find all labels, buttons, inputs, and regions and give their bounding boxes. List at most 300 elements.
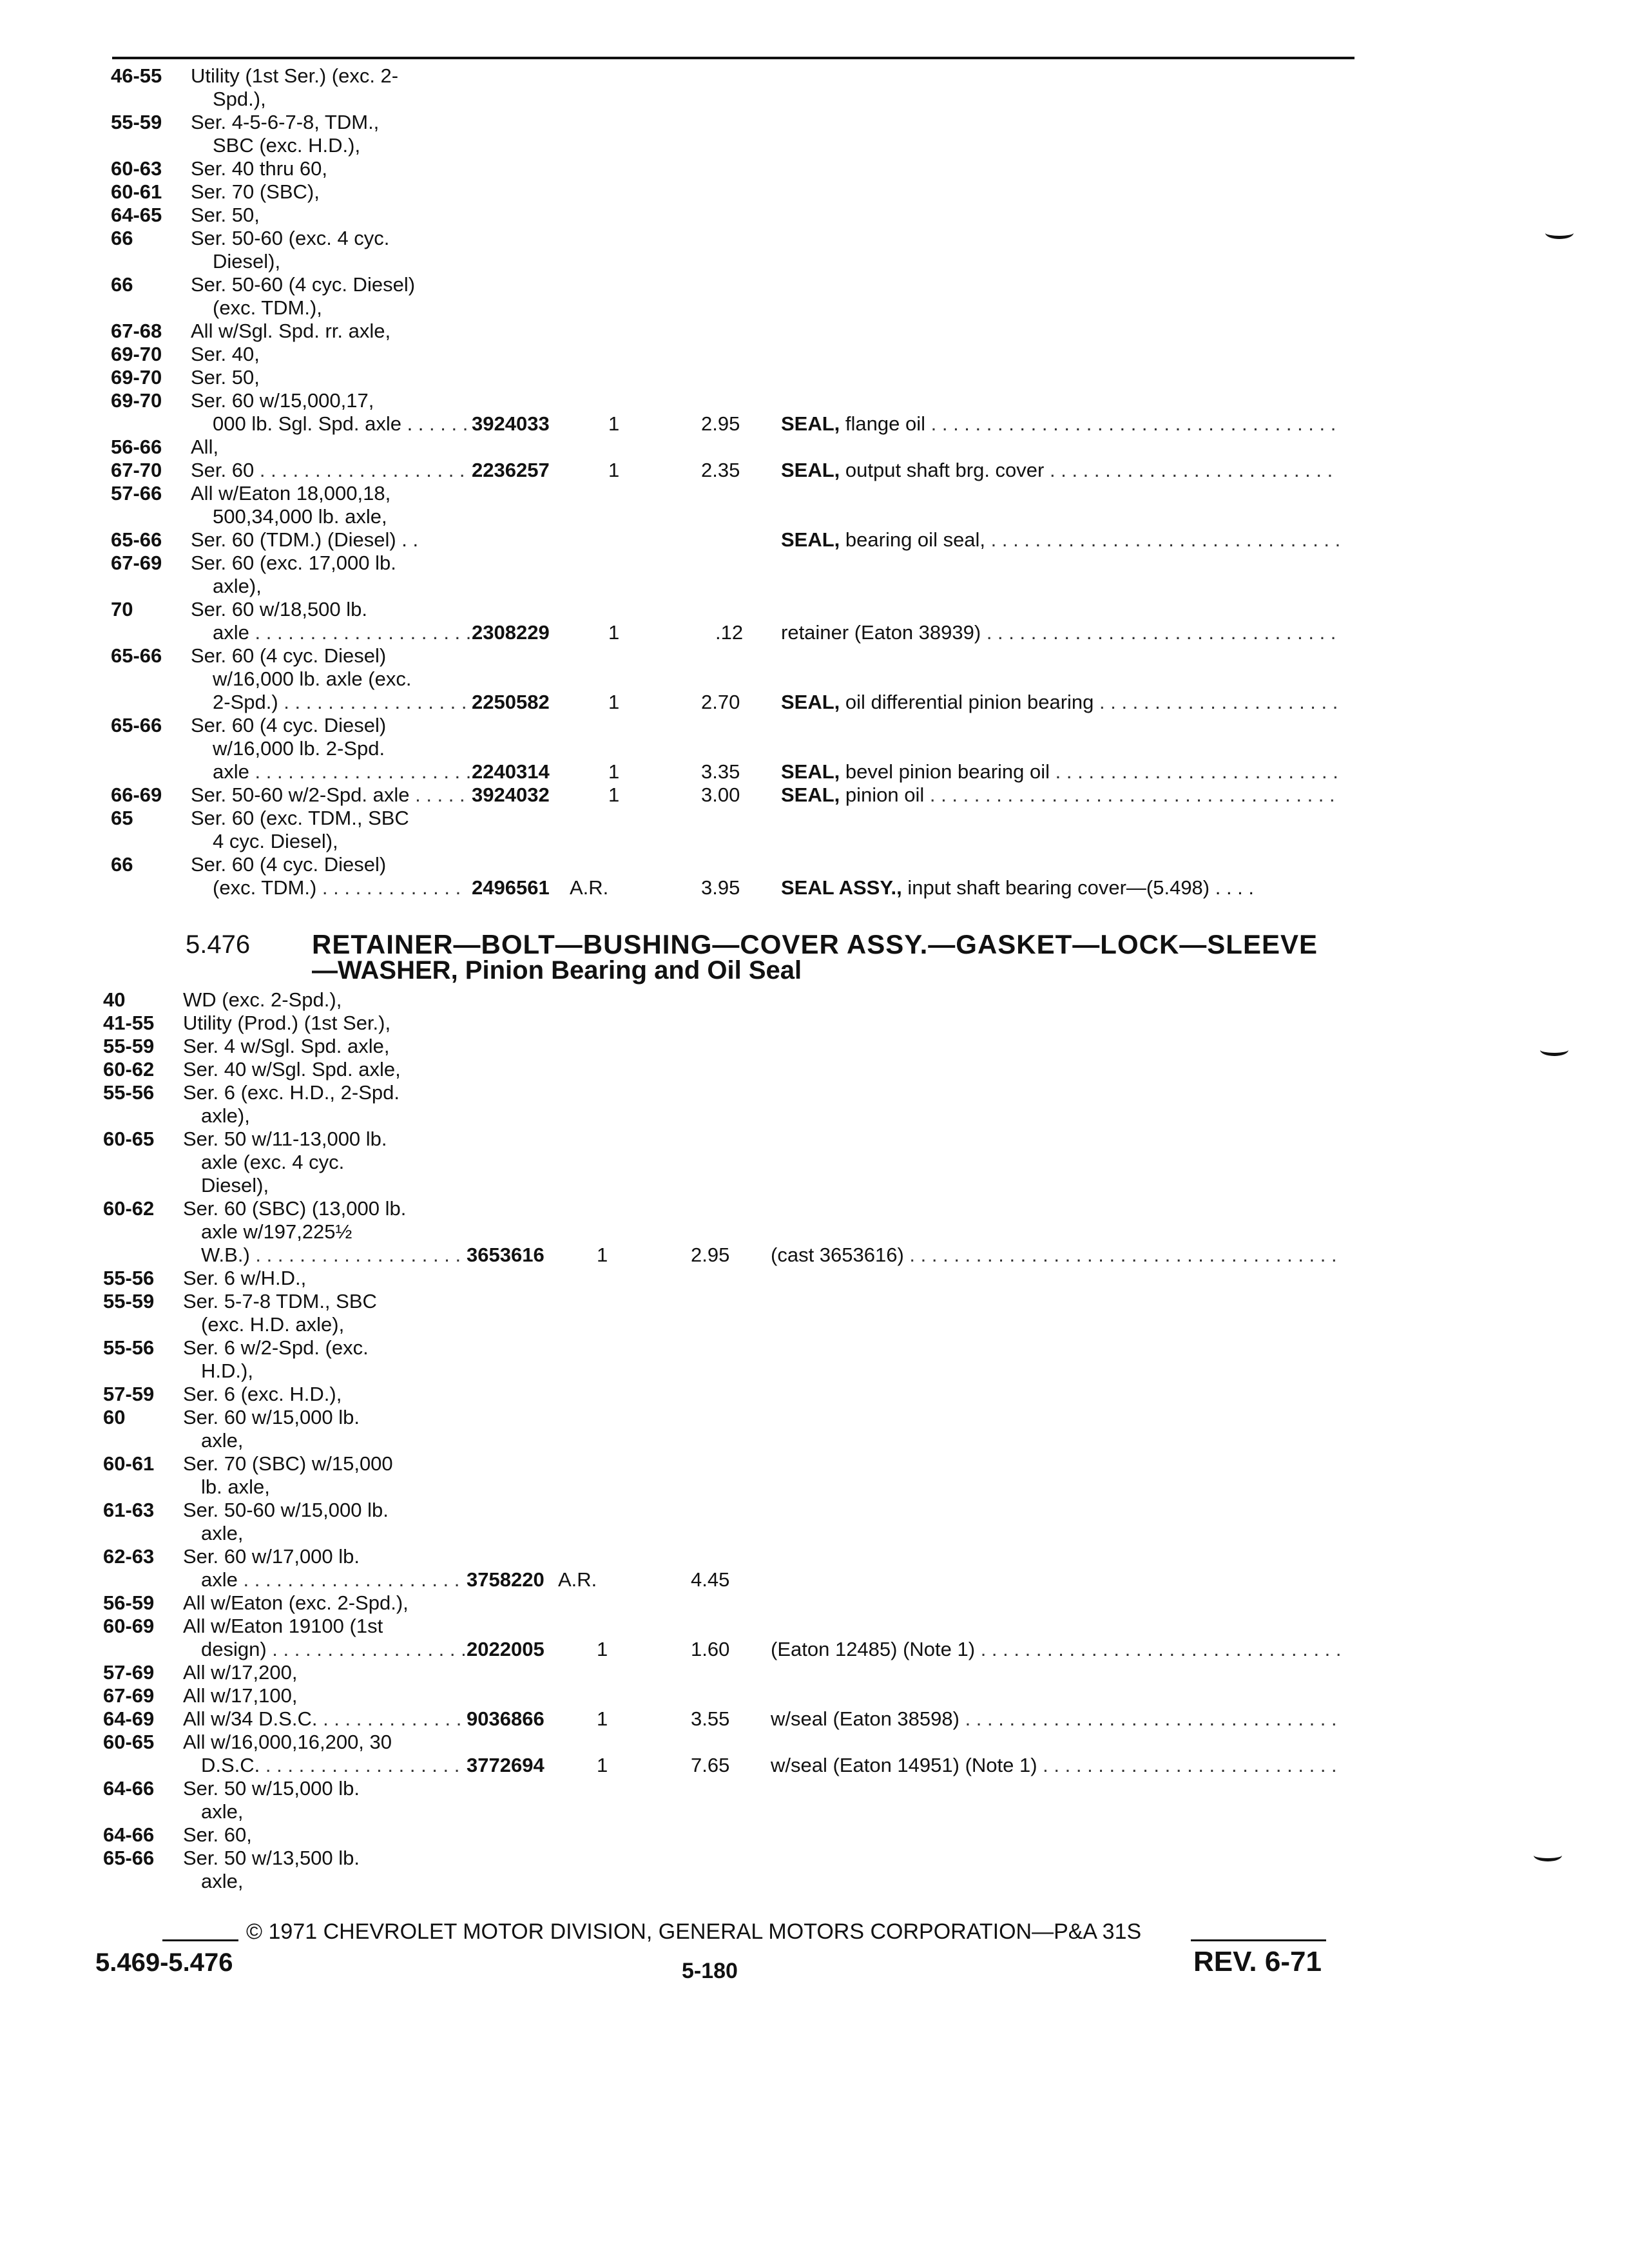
leader-dots: . . . . . . . . . . . . . . . . . . . . . . . . . . . . . . . . . . . . . . . xyxy=(903,1244,1337,1266)
application-description xyxy=(191,111,379,134)
parts-row xyxy=(0,1731,1629,1754)
quantity: 1 xyxy=(597,1638,608,1660)
part-name-keyword: SEAL, xyxy=(781,459,840,481)
application-text: axle w/197,225½ xyxy=(201,1220,352,1243)
part-name-text: w/seal (Eaton 14951) (Note 1) xyxy=(771,1754,1037,1776)
application-text: Ser. 60 (exc. 17,000 lb. xyxy=(191,552,396,574)
application-description xyxy=(213,250,280,273)
part-name-keyword: SEAL, xyxy=(781,691,840,713)
application-description xyxy=(183,1545,360,1568)
parts-row xyxy=(0,1452,1629,1475)
parts-row xyxy=(0,343,1629,366)
footer-rule-left xyxy=(162,1939,238,1941)
application-text: axle xyxy=(201,1568,238,1591)
application-description xyxy=(191,552,396,575)
parts-row xyxy=(0,250,1629,273)
part-name-text: (Eaton 12485) (Note 1) xyxy=(771,1638,976,1660)
model-years: 60-61 xyxy=(103,1452,155,1475)
part-name-text: flange oil xyxy=(840,412,926,435)
application-description xyxy=(183,1777,360,1800)
parts-row xyxy=(0,644,1629,668)
application-description xyxy=(213,691,467,714)
application-description xyxy=(183,1684,298,1707)
parts-row xyxy=(0,134,1629,157)
application-text: All w/Eaton (exc. 2-Spd.), xyxy=(183,1591,409,1614)
quantity: 1 xyxy=(608,459,620,481)
price: 2.35 xyxy=(701,459,740,481)
parts-row xyxy=(0,807,1629,830)
model-years: 64-66 xyxy=(103,1777,155,1800)
application-text: Ser. 50, xyxy=(191,204,260,226)
application-description xyxy=(201,1313,344,1336)
parts-row xyxy=(0,1406,1629,1429)
application-description xyxy=(183,1290,377,1313)
application-description xyxy=(201,1800,243,1823)
application-text: Ser. 50-60 w/15,000 lb. xyxy=(183,1499,389,1521)
application-text: D.S.C. xyxy=(201,1754,260,1776)
quantity: 1 xyxy=(608,691,620,713)
part-name-text: pinion oil xyxy=(840,783,925,806)
application-text: axle), xyxy=(213,575,262,597)
model-years: 65-66 xyxy=(111,528,162,551)
application-text: 000 lb. Sgl. Spd. axle . . xyxy=(213,412,424,435)
application-text: Diesel), xyxy=(213,250,281,273)
parts-row xyxy=(0,1012,1629,1035)
application-description xyxy=(191,482,390,505)
parts-list-seals xyxy=(0,64,1629,899)
parts-row xyxy=(0,1847,1629,1870)
application-text: design) xyxy=(201,1638,267,1660)
parts-row xyxy=(0,760,1629,783)
application-description xyxy=(213,296,322,320)
part-number: 9036866 xyxy=(467,1707,545,1730)
application-text: SBC (exc. H.D.), xyxy=(213,134,361,157)
model-years: 55-56 xyxy=(103,1267,155,1289)
application-text: axle), xyxy=(201,1104,250,1127)
application-text: Ser. 60 (4 cyc. Diesel) xyxy=(191,714,387,736)
application-text: w/16,000 lb. axle (exc. xyxy=(213,668,412,690)
leader-dots: . . . . . . . . . . . . . . . . . . . . . . . . . . . . . . . . xyxy=(985,528,1341,551)
application-text: 2-Spd.) xyxy=(213,691,278,713)
application-description xyxy=(213,830,338,853)
leader-dots: . . . . . . . . . . . . . . . . . . . . . . . . . . xyxy=(1044,459,1333,481)
application-description xyxy=(201,1151,344,1174)
quantity: 1 xyxy=(608,621,620,644)
application-description xyxy=(201,1638,467,1661)
top-rule xyxy=(112,57,1354,59)
application-text: Ser. 50 w/11-13,000 lb. xyxy=(183,1128,387,1150)
application-text: Ser. 60 w/15,000,17, xyxy=(191,389,374,412)
parts-row xyxy=(0,598,1629,621)
application-description xyxy=(191,459,465,482)
part-number: 3772694 xyxy=(467,1754,545,1776)
parts-row xyxy=(0,88,1629,111)
parts-row xyxy=(0,157,1629,180)
parts-row xyxy=(0,1475,1629,1499)
price: 1.60 xyxy=(691,1638,730,1660)
leader-dots: . . . . . . . . . . . . . . . . . . xyxy=(266,1638,467,1660)
quantity: 1 xyxy=(608,760,620,783)
application-description xyxy=(183,1823,252,1847)
application-description xyxy=(191,343,260,366)
parts-row xyxy=(0,180,1629,204)
application-description xyxy=(213,412,468,436)
application-text: Ser. 6 (exc. H.D.), xyxy=(183,1383,342,1405)
parts-row xyxy=(0,1081,1629,1104)
application-description xyxy=(213,621,471,644)
application-description xyxy=(183,988,342,1012)
leader-dots: . . . . . . . . . . . . . . . . . . . xyxy=(249,1244,461,1266)
application-text: Ser. 70 (SBC) w/15,000 xyxy=(183,1452,393,1475)
section-number: 5.476 xyxy=(186,930,251,959)
application-description xyxy=(213,575,262,598)
parts-row xyxy=(0,1313,1629,1336)
parts-row xyxy=(0,528,1629,552)
application-text: w/16,000 lb. 2-Spd. xyxy=(213,737,385,760)
application-description xyxy=(191,157,327,180)
application-description xyxy=(183,1731,392,1754)
part-name xyxy=(781,621,1336,644)
application-text: axle, xyxy=(201,1800,244,1823)
parts-row xyxy=(0,1035,1629,1058)
quantity: 1 xyxy=(608,783,620,806)
application-text: H.D.), xyxy=(201,1360,253,1382)
application-text: Ser. 4 w/Sgl. Spd. axle, xyxy=(183,1035,390,1057)
parts-row xyxy=(0,1522,1629,1545)
model-years: 66 xyxy=(111,273,133,296)
application-text: (exc. TDM.) xyxy=(213,876,317,899)
application-text: Ser. 50-60 w/2-Spd. axle xyxy=(191,783,410,806)
model-years: 70 xyxy=(111,598,133,620)
application-text: W.B.) xyxy=(201,1244,250,1266)
application-description xyxy=(191,853,386,876)
leader-dots: . . . . . . . . . . . . . . . . . . . . . . . . . . . . . . . . . . xyxy=(959,1707,1337,1730)
leader-dots: . . . . xyxy=(423,412,468,435)
application-text: Ser. 50 w/15,000 lb. xyxy=(183,1777,360,1800)
quantity: 1 xyxy=(597,1754,608,1776)
application-description xyxy=(213,88,266,111)
model-years: 69-70 xyxy=(111,389,162,412)
parts-row xyxy=(0,1151,1629,1174)
application-description xyxy=(183,1406,360,1429)
application-text: axle xyxy=(213,621,249,644)
application-text: Utility (1st Ser.) (exc. 2- xyxy=(191,64,399,87)
model-years: 55-59 xyxy=(103,1035,155,1057)
price: .12 xyxy=(715,621,744,644)
application-text: All w/34 D.S.C. xyxy=(183,1707,318,1730)
quantity: 1 xyxy=(608,412,620,435)
application-text: All w/16,000,16,200, 30 xyxy=(183,1731,392,1753)
application-description xyxy=(213,737,385,760)
model-years: 69-70 xyxy=(111,343,162,365)
application-description xyxy=(201,1360,253,1383)
model-years: 66 xyxy=(111,227,133,249)
parts-row xyxy=(0,988,1629,1012)
model-years: 65-66 xyxy=(111,714,162,736)
model-years: 67-70 xyxy=(111,459,162,481)
application-description xyxy=(183,1336,369,1360)
model-years: 67-68 xyxy=(111,320,162,342)
application-description xyxy=(191,389,374,412)
application-text: Ser. 60 xyxy=(191,459,255,481)
parts-row xyxy=(0,1777,1629,1800)
leader-dots: . . . . . . . . . . . . . . . . . . . . xyxy=(249,760,472,783)
application-text: (exc. H.D. axle), xyxy=(201,1313,345,1336)
leader-dots: . . . . . . . . . . . . . . . . . . xyxy=(260,1754,460,1776)
application-text: Ser. 40 w/Sgl. Spd. axle, xyxy=(183,1058,401,1081)
application-description xyxy=(191,180,320,204)
part-name xyxy=(781,528,1340,552)
parts-row xyxy=(0,1591,1629,1615)
application-description xyxy=(213,668,411,691)
application-text: Diesel), xyxy=(201,1174,269,1196)
price: 4.45 xyxy=(691,1568,730,1591)
leader-dots: . . . . . xyxy=(409,783,465,806)
model-years: 60-62 xyxy=(103,1197,155,1220)
application-text: Spd.), xyxy=(213,88,266,110)
parts-row xyxy=(0,1823,1629,1847)
parts-row xyxy=(0,830,1629,853)
application-text: Ser. 50 w/13,500 lb. xyxy=(183,1847,360,1869)
leader-dots: . . . . . . . . . . . . . . . . . . . . xyxy=(249,621,472,644)
leader-dots: . . . . . . . . . . . . . . . . . . . . xyxy=(237,1568,460,1591)
part-name xyxy=(771,1754,1337,1777)
parts-row xyxy=(0,1128,1629,1151)
part-name-keyword: SEAL, xyxy=(781,783,840,806)
application-description xyxy=(183,1452,393,1475)
model-years: 40 xyxy=(103,988,126,1011)
application-text: All w/Sgl. Spd. rr. axle, xyxy=(191,320,391,342)
leader-dots: . . . . . . . . . . . . . . . . . xyxy=(278,691,467,713)
application-text: All w/Eaton 19100 (1st xyxy=(183,1615,383,1637)
parts-row xyxy=(0,1104,1629,1128)
model-years: 60-61 xyxy=(111,180,162,203)
section-title-line-2: —WASHER, Pinion Bearing and Oil Seal xyxy=(312,956,802,985)
application-description xyxy=(201,1244,461,1267)
part-name xyxy=(771,1244,1337,1267)
section-title-line-1: RETAINER—BOLT—BUSHING—COVER ASSY.—GASKET—LOCK—SLEEVE xyxy=(312,929,1318,959)
application-text: axle xyxy=(213,760,249,783)
leader-dots: . . . . . . . . . . . . . . . . . . . . . . xyxy=(1094,691,1338,713)
application-description xyxy=(213,134,360,157)
application-description xyxy=(191,598,367,621)
application-text: axle, xyxy=(201,1429,244,1452)
parts-row xyxy=(0,552,1629,575)
model-years: 67-69 xyxy=(103,1684,155,1707)
parts-row xyxy=(0,1661,1629,1684)
application-text: (exc. TDM.), xyxy=(213,296,322,319)
application-text: 500,34,000 lb. axle, xyxy=(213,505,387,528)
part-name xyxy=(781,691,1338,714)
price: 2.70 xyxy=(701,691,740,713)
parts-row xyxy=(0,621,1629,644)
part-name-text: oil differential pinion bearing xyxy=(840,691,1094,713)
parts-row xyxy=(0,1754,1629,1777)
model-years: 57-66 xyxy=(111,482,162,505)
application-text: 4 cyc. Diesel), xyxy=(213,830,338,852)
application-description xyxy=(191,714,386,737)
application-description xyxy=(183,1058,401,1081)
model-years: 65-66 xyxy=(103,1847,155,1869)
application-description xyxy=(183,1707,461,1731)
leader-dots: . . . . . . . . . . . . . . . . . . . . . . . . . . xyxy=(1050,760,1338,783)
part-number: 3653616 xyxy=(467,1244,545,1266)
application-text: Ser. 70 (SBC), xyxy=(191,180,320,203)
part-number: 2496561 xyxy=(472,876,550,899)
application-text: Ser. 60 w/18,500 lb. xyxy=(191,598,368,620)
leader-dots: . . . . . . . . . . . . . . . . . . . . . . . . . . . . . . . . . . . . . xyxy=(925,412,1336,435)
model-years: 62-63 xyxy=(103,1545,155,1568)
model-years: 60 xyxy=(103,1406,126,1428)
application-description xyxy=(201,1104,250,1128)
application-description xyxy=(191,273,415,296)
application-description xyxy=(183,1128,387,1151)
model-years: 55-56 xyxy=(103,1081,155,1104)
application-description xyxy=(183,1383,342,1406)
parts-row xyxy=(0,459,1629,482)
leader-dots: . . . . . . . . . . . . . xyxy=(317,1707,462,1730)
application-text: Ser. 40 thru 60, xyxy=(191,157,327,180)
model-years: 60-69 xyxy=(103,1615,155,1637)
application-text: Ser. 60 (TDM.) (Diesel) . . xyxy=(191,528,419,551)
application-description xyxy=(183,1267,306,1290)
price: 2.95 xyxy=(691,1244,730,1266)
model-years: 66 xyxy=(111,853,133,876)
parts-row xyxy=(0,389,1629,412)
price: 2.95 xyxy=(701,412,740,435)
application-text: Ser. 6 w/2-Spd. (exc. xyxy=(183,1336,369,1359)
application-description xyxy=(191,807,409,830)
application-text: axle, xyxy=(201,1870,244,1892)
parts-row xyxy=(0,412,1629,436)
part-name-keyword: SEAL, xyxy=(781,760,840,783)
application-text: lb. axle, xyxy=(201,1475,270,1498)
application-text: Ser. 50, xyxy=(191,366,260,389)
part-name-text: retainer (Eaton 38939) xyxy=(781,621,981,644)
application-description xyxy=(183,1499,389,1522)
application-description xyxy=(183,1591,409,1615)
application-description xyxy=(183,1847,360,1870)
application-text: Ser. 60, xyxy=(183,1823,252,1846)
parts-row xyxy=(0,296,1629,320)
part-number: 2308229 xyxy=(472,621,550,644)
part-name-keyword: SEAL, xyxy=(781,412,840,435)
footer-revision: REV. 6-71 xyxy=(1193,1946,1322,1977)
leader-dots: . . . . . . . . . . . . . xyxy=(316,876,461,899)
part-name xyxy=(781,783,1335,807)
leader-dots: . . . . . . . . . . . . . . . . . . . . . . . . . . . . . . . . . . . . . xyxy=(924,783,1335,806)
parts-row xyxy=(0,436,1629,459)
leader-dots: . . . . . . . . . . . . . . . . . . . xyxy=(254,459,465,481)
parts-row xyxy=(0,1800,1629,1823)
application-description xyxy=(201,1522,243,1545)
part-name xyxy=(771,1638,1342,1661)
parts-row xyxy=(0,1290,1629,1313)
application-text: Utility (Prod.) (1st Ser.), xyxy=(183,1012,391,1034)
price: 3.35 xyxy=(701,760,740,783)
part-name-keyword: SEAL ASSY., xyxy=(781,876,902,899)
parts-row xyxy=(0,1220,1629,1244)
parts-row xyxy=(0,482,1629,505)
part-name-text: input shaft bearing cover—(5.498) . . . . xyxy=(901,876,1255,899)
application-description xyxy=(183,1197,406,1220)
parts-row xyxy=(0,1707,1629,1731)
application-description xyxy=(183,1615,383,1638)
model-years: 57-69 xyxy=(103,1661,155,1684)
parts-row xyxy=(0,204,1629,227)
application-description xyxy=(201,1174,269,1197)
application-description xyxy=(201,1568,459,1591)
application-text: Ser. 60 w/15,000 lb. xyxy=(183,1406,360,1428)
parts-row xyxy=(0,1545,1629,1568)
parts-row xyxy=(0,853,1629,876)
part-name-text: bevel pinion bearing oil xyxy=(840,760,1050,783)
application-text: Ser. 50-60 (4 cyc. Diesel) xyxy=(191,273,416,296)
model-years: 46-55 xyxy=(111,64,162,87)
model-years: 55-59 xyxy=(111,111,162,133)
application-text: All w/Eaton 18,000,18, xyxy=(191,482,391,505)
application-text: Ser. 60 (4 cyc. Diesel) xyxy=(191,853,387,876)
part-name xyxy=(771,1707,1337,1731)
parts-row xyxy=(0,876,1629,899)
application-description xyxy=(201,1754,459,1777)
footer-rule-right xyxy=(1191,1939,1326,1941)
model-years: 69-70 xyxy=(111,366,162,389)
parts-row xyxy=(0,273,1629,296)
application-description xyxy=(201,1870,243,1893)
leader-dots: . . . . . . . . . . . . . . . . . . . . . . . . . . . . . . . . xyxy=(981,621,1336,644)
parts-row xyxy=(0,737,1629,760)
price: 7.65 xyxy=(691,1754,730,1776)
application-description xyxy=(191,783,465,807)
part-number: 3924033 xyxy=(472,412,550,435)
model-years: 55-59 xyxy=(103,1290,155,1312)
model-years: 64-66 xyxy=(103,1823,155,1846)
application-description xyxy=(191,528,418,552)
application-description xyxy=(183,1035,390,1058)
part-number: 3924032 xyxy=(472,783,550,806)
footer-copyright: © 1971 CHEVROLET MOTOR DIVISION, GENERAL MOTORS CORPORATION—P&A 31S xyxy=(246,1919,1142,1944)
model-years: 64-69 xyxy=(103,1707,155,1730)
part-name xyxy=(781,876,1254,899)
parts-row xyxy=(0,1174,1629,1197)
application-description xyxy=(191,64,398,88)
parts-row xyxy=(0,1383,1629,1406)
parts-row xyxy=(0,1197,1629,1220)
part-name xyxy=(781,760,1338,783)
quantity: 1 xyxy=(597,1707,608,1730)
application-text: Ser. 60 (exc. TDM., SBC xyxy=(191,807,409,829)
price: 3.00 xyxy=(701,783,740,806)
footer-page-number: 5-180 xyxy=(682,1959,738,1983)
application-description xyxy=(213,505,387,528)
model-years: 60-63 xyxy=(111,157,162,180)
parts-row xyxy=(0,783,1629,807)
application-description xyxy=(183,1661,298,1684)
parts-row xyxy=(0,1615,1629,1638)
model-years: 56-66 xyxy=(111,436,162,458)
application-text: Ser. 6 w/H.D., xyxy=(183,1267,307,1289)
model-years: 65-66 xyxy=(111,644,162,667)
parts-row xyxy=(0,227,1629,250)
application-description xyxy=(183,1081,400,1104)
parts-row xyxy=(0,668,1629,691)
parts-row xyxy=(0,366,1629,389)
application-text: All w/17,100, xyxy=(183,1684,298,1707)
model-years: 60-65 xyxy=(103,1128,155,1150)
model-years: 60-65 xyxy=(103,1731,155,1753)
parts-list-retainers xyxy=(0,988,1629,1893)
